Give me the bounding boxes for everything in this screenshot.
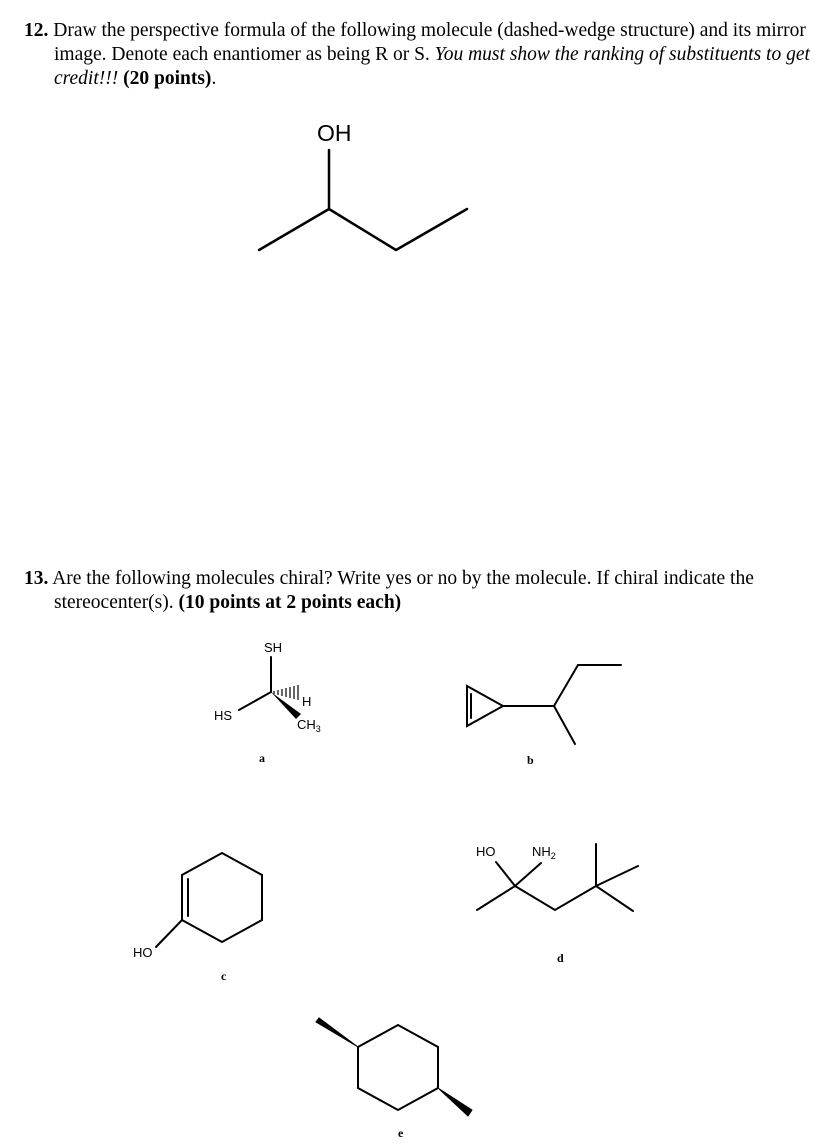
- oh-label: OH: [317, 120, 352, 146]
- question-12-text: 12. Draw the perspective formula of the following molecule (dashed-wedge structure) and its mirror image. Denote each enantiomer as being R or S. You must show the ranking of substituents to get credit!!! (20 points).: [24, 20, 810, 89]
- question-13-points: (10 points at 2 points each): [178, 592, 402, 613]
- cyclohexane-ring: [358, 1025, 438, 1110]
- cyclohexene-ring: [182, 853, 262, 942]
- bond-line: [596, 886, 633, 911]
- cyclopropene-ring: [467, 686, 503, 726]
- bond-line: [515, 886, 596, 910]
- question-13-number: 13.: [24, 568, 49, 589]
- molecule-e: [316, 1018, 472, 1140]
- molecule-e-label: e: [398, 1126, 404, 1140]
- bond-line: [477, 886, 515, 910]
- bond-line: [515, 863, 541, 886]
- molecule-a: [214, 640, 321, 765]
- bond-line: [554, 665, 621, 706]
- sh-label: SH: [264, 640, 283, 655]
- wedge-bond: [316, 1018, 358, 1047]
- molecule-b-label: b: [527, 753, 534, 767]
- question-12-number: 12.: [24, 20, 49, 41]
- h-label: H: [302, 694, 312, 709]
- bond-line: [596, 866, 638, 886]
- nh2-label: $NH_2$: [532, 844, 556, 861]
- question-12-instruction: You must show the ranking of substituents to get credit!!!: [54, 44, 810, 89]
- question-12-prompt: Draw the perspective formula of the following molecule (dashed-wedge structure) and its mirror image. Denote each enantiomer as being R or S.: [53, 20, 806, 65]
- question-13-prompt: Are the following molecules chiral? Write yes or no by the molecule. If chiral indicate the stereocenter(s).: [52, 568, 754, 613]
- bond-line: [554, 706, 575, 744]
- ch3-label: $CH_3$: [297, 717, 321, 734]
- bond-line: [239, 692, 271, 710]
- wedge-bond: [438, 1088, 472, 1116]
- ho-label: HO: [133, 945, 153, 960]
- hs-label: HS: [214, 708, 233, 723]
- molecule-d-label: d: [557, 951, 564, 965]
- molecule-a-label: a: [259, 751, 265, 765]
- molecule-c: [133, 853, 262, 983]
- molecule-c-label: c: [221, 969, 227, 983]
- question-12-points: (20 points): [123, 68, 212, 89]
- molecule-d: [476, 844, 638, 965]
- bond-line: [496, 862, 515, 886]
- ho-label: HO: [476, 844, 496, 859]
- molecule-b: [467, 665, 621, 767]
- bond-line: [156, 920, 182, 947]
